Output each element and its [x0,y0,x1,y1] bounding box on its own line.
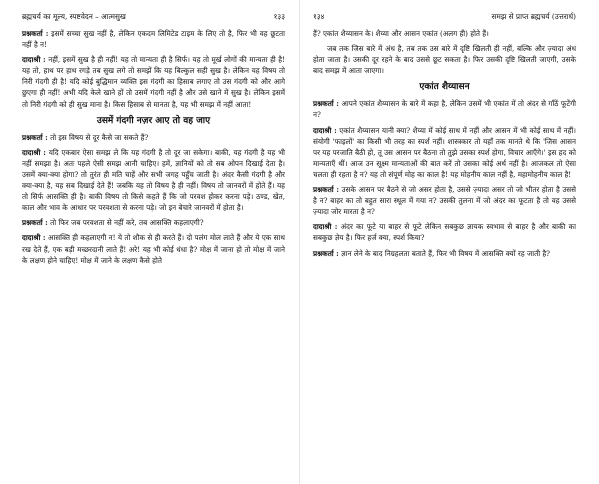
page-number: १३४ [313,12,325,21]
right-page-header [313,12,576,28]
paragraph-text: अंदर का फूटे या बाहर से फूटे लेकिन सबकुछ ज्ञायक स्वभाव से बाहर है और बाकी का सबकुछ ज्ञेय है। फिर हर्ज क्या, स्पर्श किया? [313,222,576,243]
speaker-label: प्रश्नकर्ता : [313,99,339,109]
paragraph-text: नहीं, इसमें सुख है ही नहीं! यह तो मान्यता ही है सिर्फ। यह तो मूर्ख लोगों की मान्यता ही है! यह तो, हाथ पर हाथ रगड़े तब सुख लगे तो समझें कि यह बिल्कुल सही सुख है। लेकिन यह विषय तो निरी गंदगी ही है! यदि कोई बुद्धिमान व्यक्ति इस गंदगी का हिसाब लगाए तो उस गंदगी को और आगे छुएगा ही नहीं! अभी यदि केले खाने हों तो उसमें गंदगी नहीं है और उसे खाने में सुख है। लेकिन इसमें तो निरी गंदगी को ही सुख माना है। किस हिसाब से मानता है, यह भी समझ में नहीं आता! [22,55,285,109]
paragraph [313,184,576,217]
paragraph-text: उसके आसन पर बैठने से जो असर होता है, उससे ज़्यादा असर तो जो भीतर होता है उससे है न? बाहर का तो बहुत सारा स्थूल में गया न? उसकी तुलना में जो अंदर का फूटता है तो वह उससे ज़्यादा जोर मारता है न? [313,185,576,217]
speaker-label: दादाश्री : [313,125,337,135]
paragraph [22,217,285,228]
paragraph [22,28,285,50]
running-title: ब्रह्मचर्य का मूल्य, स्पष्टवेदन – आत्मसुख [22,12,126,21]
left-page-header [22,12,285,28]
paragraph [313,98,576,120]
speaker-label: प्रश्नकर्ता : [22,218,48,228]
speaker-label: दादाश्री : [313,222,338,232]
paragraph-text: आसक्ति ही कहलाएगी न! ये तो शौक से ही करते हैं। दो पलंग मोल लाते हैं और ये एक साथ रख देते हैं, एक बड़ी मच्छरदानी लाते हैं! अरे! यह भी कोई धंधा है? मोक्ष में जाना हो तो मोक्ष में जाने के लक्षण होने चाहिए! मोक्ष में जाने के लक्षण कैसे होते [22,233,285,265]
paragraph [313,221,576,243]
paragraph-text: ज्ञान लेने के बाद निग्रहलता बताते हैं, फिर भी विषय में आसक्ति क्यों रह जाती है? [341,248,551,258]
paragraph [22,54,285,109]
paragraph [22,147,285,214]
section-heading: एकांत शैय्यासन [419,82,470,93]
paragraph-text: एकांत शैय्यासन यानी क्या? शैय्या में कोई साथ में नहीं और आसन में भी कोई साथ में नहीं। संयोगी 'फाइलों' का किसी भी तरह का स्पर्श नहीं। शास्त्रकार तो यहाँ तक मानते थे कि 'जिस आसन पर यह परजाति बैठी हो, तू उस आसन पर बैठना तो तुझे उसका स्पर्श होगा, विचार आएँगे।' इस हद को मान्यताएँ थीं। आज उन सूक्ष्म मान्यताओं की बात करें तो उसका कोई अर्थ नहीं है। आजकल तो ऐसा चलता ही रहता है न? यह तो संपूर्ण मोह का काल है! यह मोहनीय काल नहीं है, महामोहनीय काल है! [313,125,576,179]
page-number: १३३ [273,12,285,21]
paragraph [313,248,576,259]
right-page [299,0,598,484]
speaker-label: प्रश्नकर्ता : [22,29,49,38]
speaker-label: प्रश्नकर्ता : [313,185,340,195]
paragraph-text: इसमें सच्चा सुख नहीं है, लेकिन एकदम लिमिटेड टाइम के लिए तो है, फिर भी वह छूटता नहीं है न! [22,29,285,50]
speaker-label: दादाश्री : [22,55,46,65]
paragraph [313,43,576,76]
paragraph [313,125,576,180]
paragraph [313,28,576,39]
paragraph-text: हैं? एकांत शैय्यासन के। शैय्या और आसन एकांत (अलग ही) होते हैं। [313,29,489,38]
speaker-label: दादाश्री : [22,147,46,157]
left-page [0,0,299,484]
running-title: समझ से प्राप्त ब्रह्मचर्य (उत्तरार्ध) [491,12,576,21]
paragraph-text: जब तक जिस बारे में अंध है, तब तक उस बारे में दृष्टि खिलती ही नहीं, बल्कि और ज़्यादा अंध होता जाता है। उसकी दूर रहने के बाद उससे छूट सकता है। फिर उसकी दृष्टि खिलती जाएगी, उसके बाद समझ में आता जाएगा। [313,44,576,76]
paragraph-text: तो इस विषय से दूर कैसे जा सकते हैं? [50,132,149,142]
paragraph-text: यदि एकबार ऐसा समझ ले कि यह गंदगी है तो दूर जा सकेगा। बाकी, यह गंदगी है यह भी नहीं समझा है। अतः पहले ऐसी समझ आनी चाहिए। हमें, ज्ञानियों को तो सब ओपन दिखाई देता है। उसमें क्या-क्या होगा? तो तुरंत ही मति चाहें और सभी जगह पहुँच जाती है। अंदर कैसी गंदगी है और क्या-क्या है, यह सब दिखाई देते हैं! जबकि यह तो विषय है ही नहीं। विषय तो जानवरों में होते हैं। यह तो सिर्फ आसक्ति ही है। बाकी विषय तो किसे कहते हैं कि जो परवश होकर करना पड़े। ठण्ड, खेत, काल और भाव के आधार पर परवशता से करना पड़े। जो इन बेचारे जानवरों में होता है। [22,147,285,213]
paragraph-text: आपने एकांत शैय्यासन के बारे में कहा है, लेकिन उसमें भी एकांत में तो अंदर से गाँठें फूटेंगी न? [313,99,576,120]
speaker-label: दादाश्री : [22,233,46,243]
speaker-label: प्रश्नकर्ता : [22,132,48,142]
section-heading: उसमें गंदगी नज़र आए तो वह जाए [96,115,211,126]
paragraph [22,132,285,143]
paragraph [22,232,285,265]
speaker-label: प्रश्नकर्ता : [313,248,339,258]
paragraph-text: तो फिर जब परवशता से नहीं करे, तब आसक्ति कहलाएगी? [50,218,204,228]
